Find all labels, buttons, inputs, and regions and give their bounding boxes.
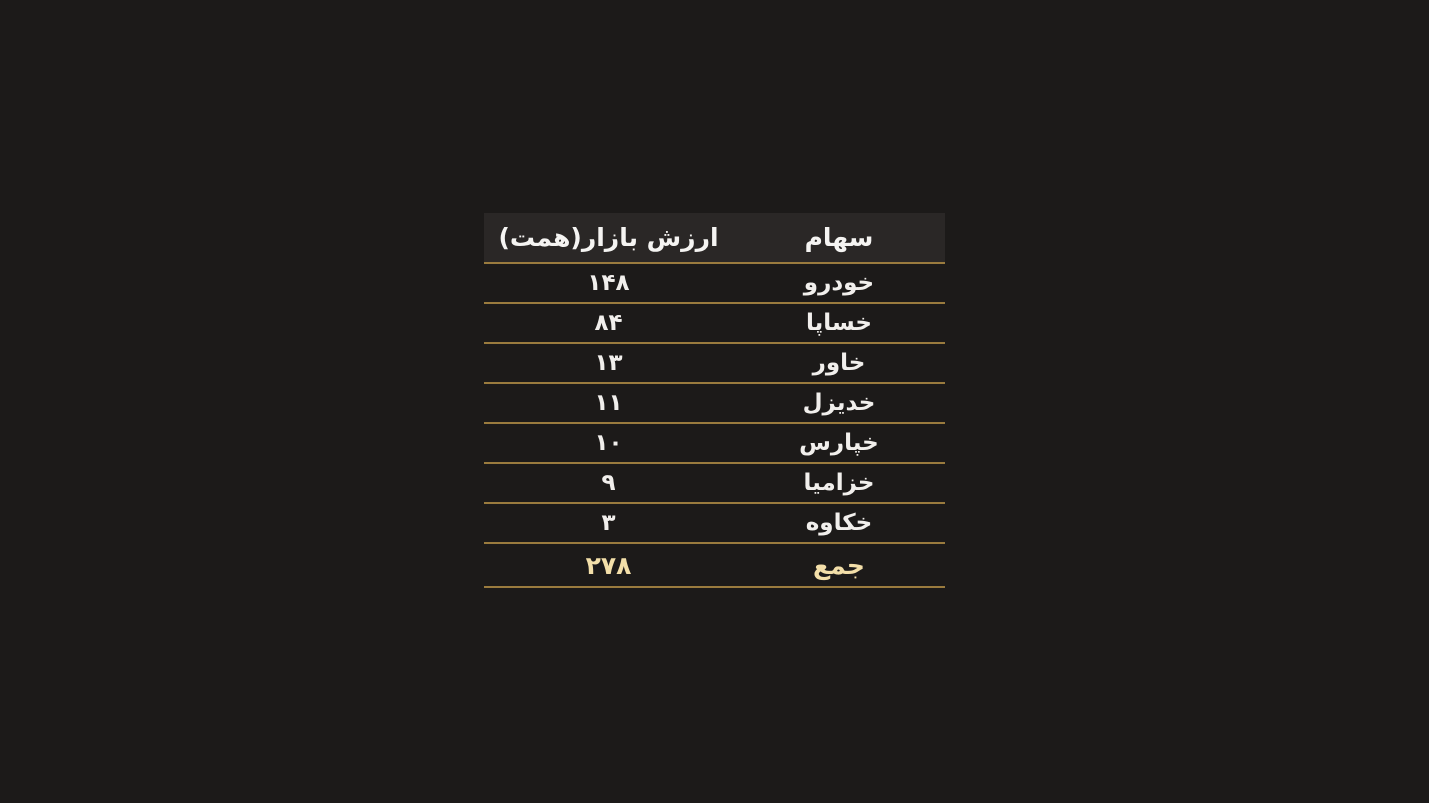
table-row <box>484 264 945 304</box>
stock-market-value: ۸۴ <box>594 310 623 336</box>
stock-name: خزامیا <box>803 470 875 496</box>
table-row <box>484 424 945 464</box>
total-value: ۲۷۸ <box>585 550 632 580</box>
stock-market-value: ۹ <box>601 470 616 496</box>
table-row <box>484 464 945 504</box>
stock-name: خاور <box>812 350 866 376</box>
table-row <box>484 344 945 384</box>
header-stock-column: سهام <box>804 223 874 252</box>
table-header-row <box>484 213 945 264</box>
table-total-row <box>484 544 945 588</box>
stock-market-value: ۱۳ <box>594 350 623 376</box>
stock-market-value: ۱۰ <box>594 430 623 456</box>
stock-name: خکاوه <box>805 510 873 536</box>
stock-market-value: ۳ <box>601 510 616 536</box>
table-row <box>484 384 945 424</box>
stock-name: خدیزل <box>802 390 876 416</box>
table-row <box>484 504 945 544</box>
table-row <box>484 304 945 344</box>
total-label: جمع <box>813 550 865 580</box>
market-value-table <box>484 213 945 588</box>
stock-name: خودرو <box>803 270 875 296</box>
stock-market-value: ۱۱ <box>594 390 623 416</box>
stock-name: خساپا <box>806 310 872 336</box>
header-market-value-column: ارزش بازار(همت) <box>498 223 719 252</box>
stock-name: خپارس <box>799 430 879 456</box>
stock-market-value: ۱۴۸ <box>587 270 630 296</box>
